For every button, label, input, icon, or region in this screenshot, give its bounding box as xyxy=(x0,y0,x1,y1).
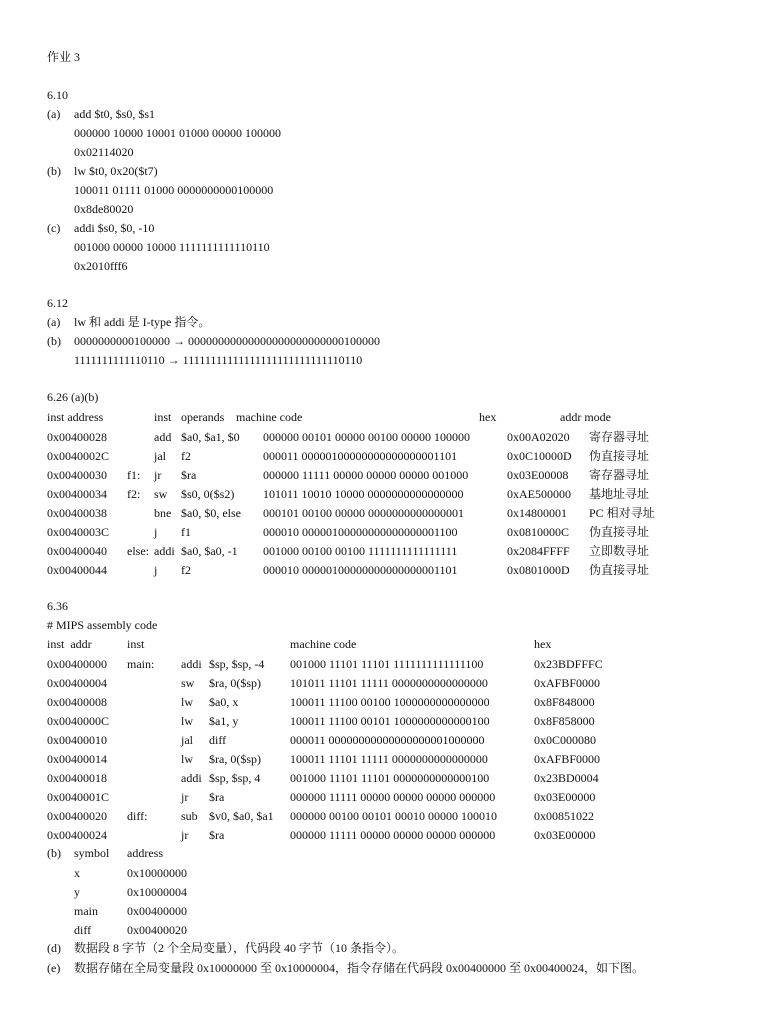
part-label: (a) xyxy=(47,315,61,329)
instruction-address: 0x0040000C xyxy=(47,714,110,728)
hex-code: 0xAE500000 xyxy=(507,487,571,501)
addressing-mode: 寄存器寻址 xyxy=(589,430,650,444)
opcode: lw xyxy=(181,714,193,728)
part-label: (d) xyxy=(47,941,61,955)
hex-code: 0x8F848000 xyxy=(534,695,595,709)
machine-code: 000011 00000000000000000001000000 xyxy=(290,733,485,747)
opcode: jal xyxy=(181,733,193,747)
answer-text: lw 和 addi 是 I-type 指令。 xyxy=(74,315,211,329)
hex-code: 0x00A02020 xyxy=(507,430,570,444)
operands: f2 xyxy=(181,449,191,463)
machine-code: 100011 11100 00100 1000000000000000 xyxy=(290,695,490,709)
machine-code: 000101 00100 00000 0000000000000001 xyxy=(263,506,464,520)
operands: f2 xyxy=(181,563,191,577)
opcode: sw xyxy=(181,676,195,690)
operands: $ra xyxy=(209,790,225,804)
column-header-operands: operands xyxy=(181,410,225,424)
hex-code: 0x23BD0004 xyxy=(534,771,599,785)
instruction-address: 0x00400040 xyxy=(47,544,107,558)
operands: $ra, 0($sp) xyxy=(209,752,261,766)
symbol-name: diff xyxy=(74,923,92,937)
operands: $sp, $sp, -4 xyxy=(209,657,265,671)
symbol-name: x xyxy=(74,866,80,880)
section-6-10-heading: 6.10 xyxy=(47,88,68,102)
hex-code: 0x00851022 xyxy=(534,809,594,823)
instruction-address: 0x00400044 xyxy=(47,563,107,577)
opcode: bne xyxy=(154,506,172,520)
instruction-address: 0x00400024 xyxy=(47,828,107,842)
hex-code: 0x0801000D xyxy=(507,563,570,577)
instruction-text: add $t0, $s0, $s1 xyxy=(74,107,155,121)
operands: $sp, $sp, 4 xyxy=(209,771,261,785)
opcode: jal xyxy=(154,449,166,463)
hex-code: 0x8F858000 xyxy=(534,714,595,728)
code-label: else: xyxy=(127,544,149,558)
instruction-address: 0x00400018 xyxy=(47,771,107,785)
instruction-address: 0x0040001C xyxy=(47,790,110,804)
hex-code: 0x0C000080 xyxy=(534,733,597,747)
sign-extension-line: 1111111111110110 → 11111111111111111111111111110110 xyxy=(74,353,363,367)
operands: $v0, $a0, $a1 xyxy=(209,809,274,823)
machine-code: 001000 11101 11101 0000000000000100 xyxy=(290,771,490,785)
machine-code: 100011 11100 00101 1000000000000100 xyxy=(290,714,490,728)
hex-encoding: 0x8de80020 xyxy=(74,202,134,216)
instruction-address: 0x00400028 xyxy=(47,430,107,444)
instruction-address: 0x00400008 xyxy=(47,695,107,709)
sign-extension-line: 0000000000100000 → 00000000000000000000000000100000 xyxy=(74,334,380,348)
instruction-address: 0x0040003C xyxy=(47,525,110,539)
code-comment: # MIPS assembly code xyxy=(47,618,158,632)
machine-code: 000010 00000100000000000000001101 xyxy=(263,563,458,577)
addressing-mode: 立即数寻址 xyxy=(589,544,650,558)
machine-code: 000000 11111 00000 00000 00000 000000 xyxy=(290,790,496,804)
code-label: f1: xyxy=(127,468,141,482)
instruction-address: 0x00400020 xyxy=(47,809,107,823)
addressing-mode: 伪直接寻址 xyxy=(589,449,650,463)
column-header-addr-mode: addr mode xyxy=(560,410,611,424)
column-header-inst: inst xyxy=(154,410,172,424)
hex-code: 0x03E00000 xyxy=(534,828,596,842)
symbol-name: main xyxy=(74,904,98,918)
opcode: jr xyxy=(181,790,189,804)
document-title: 作业 3 xyxy=(47,50,81,64)
instruction-address: 0x00400034 xyxy=(47,487,107,501)
opcode: add xyxy=(154,430,172,444)
part-label: (e) xyxy=(47,961,61,975)
opcode: addi xyxy=(181,657,202,671)
machine-code: 101011 10010 10000 0000000000000000 xyxy=(263,487,464,501)
machine-code: 000000 11111 00000 00000 00000 001000 xyxy=(263,468,469,482)
hex-code: 0x03E00008 xyxy=(507,468,569,482)
section-6-26-heading: 6.26 (a)(b) xyxy=(47,390,99,404)
hex-code: 0x03E00000 xyxy=(534,790,596,804)
instruction-text: lw $t0, 0x20($t7) xyxy=(74,164,158,178)
addressing-mode: 伪直接寻址 xyxy=(589,563,650,577)
machine-code: 101011 11101 11111 0000000000000000 xyxy=(290,676,488,690)
hex-code: 0xAFBF0000 xyxy=(534,676,601,690)
machine-code: 000000 00100 00101 00010 00000 100010 xyxy=(290,809,497,823)
part-label: (b) xyxy=(47,334,61,348)
hex-code: 0x23BDFFFC xyxy=(534,657,603,671)
binary-encoding: 100011 01111 01000 0000000000100000 xyxy=(74,183,274,197)
machine-code: 001000 11101 11101 1111111111111100 xyxy=(290,657,484,671)
opcode: lw xyxy=(181,752,193,766)
column-header-hex: hex xyxy=(479,410,497,424)
machine-code: 000010 00000100000000000000001100 xyxy=(263,525,458,539)
instruction-address: 0x00400030 xyxy=(47,468,107,482)
part-label: (c) xyxy=(47,221,61,235)
opcode: addi xyxy=(181,771,202,785)
instruction-address: 0x00400014 xyxy=(47,752,107,766)
instruction-address: 0x0040002C xyxy=(47,449,110,463)
operands: $ra xyxy=(209,828,225,842)
instruction-address: 0x00400038 xyxy=(47,506,107,520)
hex-code: 0x14800001 xyxy=(507,506,567,520)
symbol-address: 0x10000000 xyxy=(127,866,187,880)
symbol-address: 0x00400000 xyxy=(127,904,187,918)
answer-text: 数据段 8 字节（2 个全局变量），代码段 40 字节（10 条指令）。 xyxy=(74,941,405,955)
operands: $a0, x xyxy=(209,695,239,709)
operands: $a0, $a1, $0 xyxy=(181,430,240,444)
column-header-address: inst address xyxy=(47,410,104,424)
opcode: sub xyxy=(181,809,198,823)
hex-code: 0x2084FFFF xyxy=(507,544,570,558)
part-label: (b) xyxy=(47,164,61,178)
binary-encoding: 001000 00000 10000 1111111111110110 xyxy=(74,240,270,254)
column-header-inst: inst xyxy=(127,637,145,651)
column-header-hex: hex xyxy=(534,637,552,651)
column-header-address: inst addr xyxy=(47,637,92,651)
operands: $a0, $0, else xyxy=(181,506,241,520)
addressing-mode: 伪直接寻址 xyxy=(589,525,650,539)
opcode: j xyxy=(154,525,158,539)
operands: $ra xyxy=(181,468,197,482)
hex-code: 0x0810000C xyxy=(507,525,570,539)
opcode: addi xyxy=(154,544,175,558)
operands: $a1, y xyxy=(209,714,239,728)
section-6-36-heading: 6.36 xyxy=(47,599,68,613)
machine-code: 000000 11111 00000 00000 00000 000000 xyxy=(290,828,496,842)
column-header-machine-code: machine code xyxy=(236,410,303,424)
symbol-address: 0x00400020 xyxy=(127,923,187,937)
operands: f1 xyxy=(181,525,191,539)
section-6-12-heading: 6.12 xyxy=(47,296,68,310)
symbol-name: y xyxy=(74,885,80,899)
addressing-mode: 寄存器寻址 xyxy=(589,468,650,482)
hex-encoding: 0x2010fff6 xyxy=(74,259,128,273)
binary-encoding: 000000 10000 10001 01000 00000 100000 xyxy=(74,126,281,140)
code-label: f2: xyxy=(127,487,141,501)
operands: diff xyxy=(209,733,227,747)
column-header-machine-code: machine code xyxy=(290,637,357,651)
code-label: diff: xyxy=(127,809,148,823)
hex-code: 0xAFBF0000 xyxy=(534,752,601,766)
part-label: (b) xyxy=(47,846,61,860)
opcode: lw xyxy=(181,695,193,709)
addressing-mode: 基地址寻址 xyxy=(589,487,650,501)
instruction-address: 0x00400000 xyxy=(47,657,107,671)
opcode: j xyxy=(154,563,158,577)
machine-code: 000011 00000100000000000000001101 xyxy=(263,449,458,463)
hex-code: 0x0C10000D xyxy=(507,449,572,463)
addressing-mode: PC 相对寻址 xyxy=(589,506,655,520)
answer-text: 数据存储在全局变量段 0x10000000 至 0x10000004，指令存储在代码段 0x00400000 至 0x00400024，如下图。 xyxy=(74,961,645,975)
hex-encoding: 0x02114020 xyxy=(74,145,134,159)
machine-code: 001000 00100 00100 1111111111111111 xyxy=(263,544,458,558)
opcode: jr xyxy=(181,828,189,842)
opcode: sw xyxy=(154,487,168,501)
opcode: jr xyxy=(154,468,162,482)
column-header-symbol: symbol xyxy=(74,846,110,860)
machine-code: 100011 11101 11111 0000000000000000 xyxy=(290,752,488,766)
machine-code: 000000 00101 00000 00100 00000 100000 xyxy=(263,430,470,444)
part-label: (a) xyxy=(47,107,61,121)
symbol-address: 0x10000004 xyxy=(127,885,187,899)
operands: $ra, 0($sp) xyxy=(209,676,261,690)
instruction-text: addi $s0, $0, -10 xyxy=(74,221,155,235)
column-header-symbol-address: address xyxy=(127,846,163,860)
instruction-address: 0x00400010 xyxy=(47,733,107,747)
operands: $a0, $a0, -1 xyxy=(181,544,238,558)
operands: $s0, 0($s2) xyxy=(181,487,235,501)
code-label: main: xyxy=(127,657,155,671)
instruction-address: 0x00400004 xyxy=(47,676,107,690)
